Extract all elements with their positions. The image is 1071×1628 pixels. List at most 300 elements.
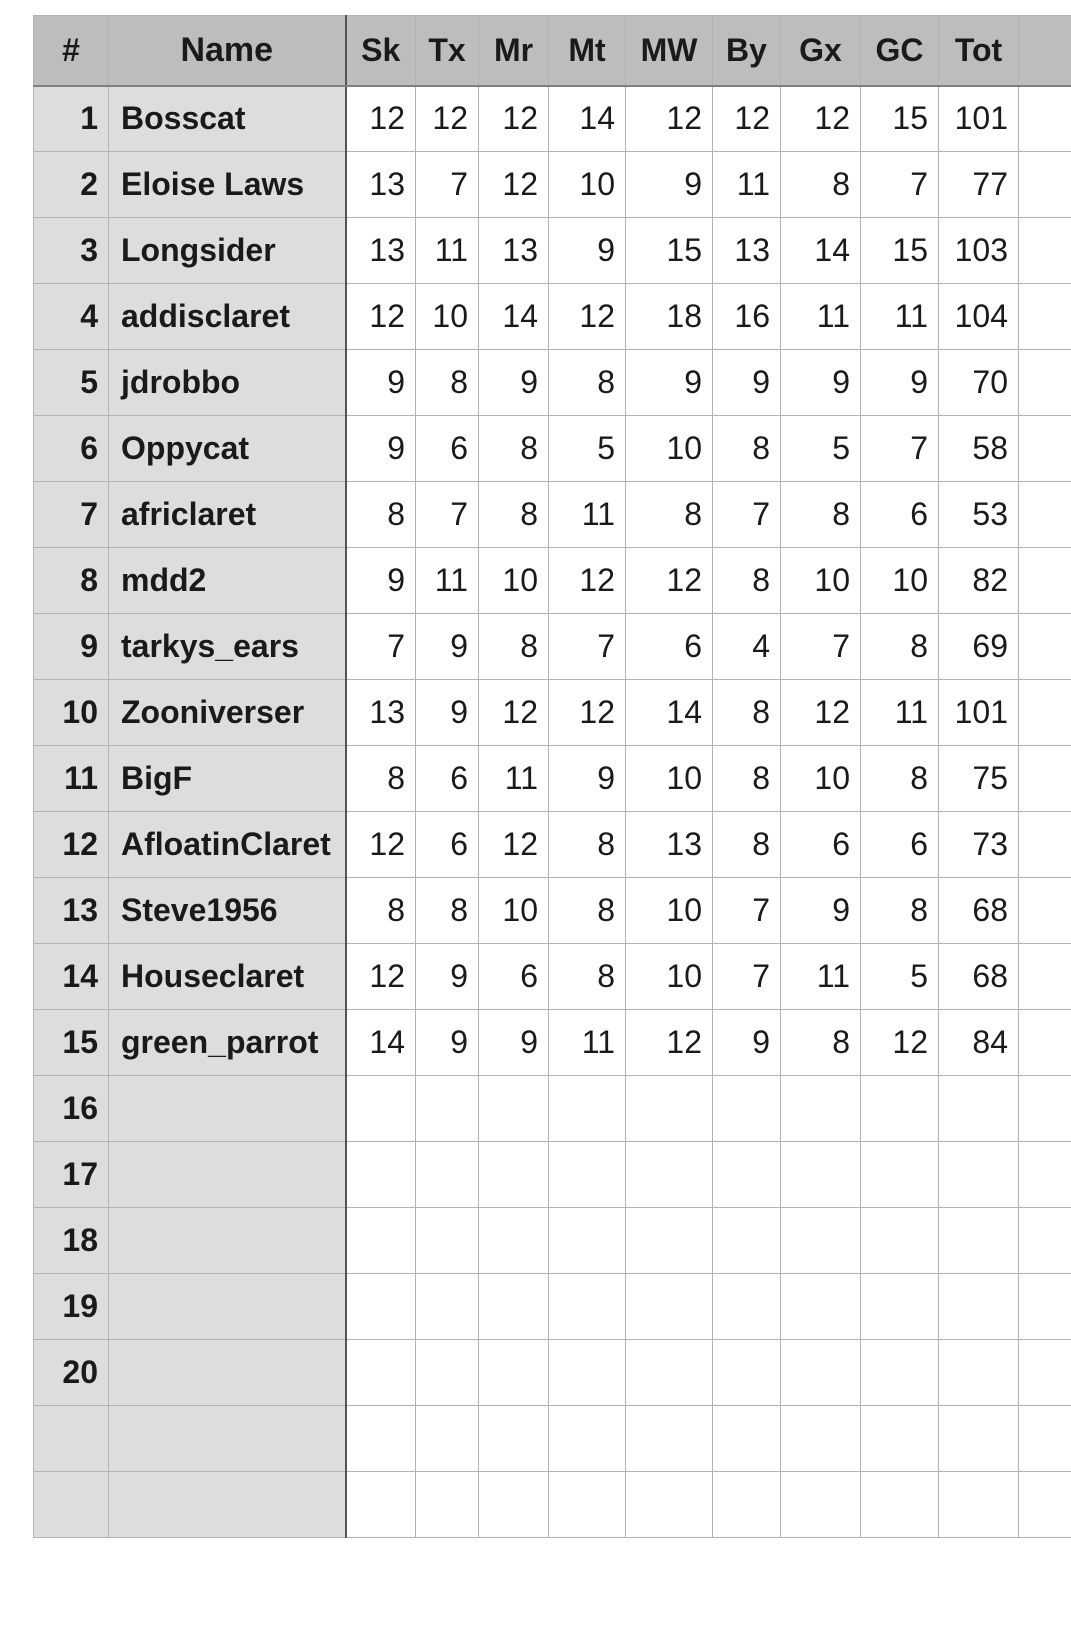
table-row [34, 1142, 1071, 1208]
score-cell[interactable] [861, 1472, 939, 1538]
score-cell[interactable] [479, 1142, 549, 1208]
total-cell[interactable] [939, 1340, 1019, 1406]
table-row [34, 86, 1071, 152]
score-cell[interactable]: 4 [713, 614, 781, 680]
score-cell[interactable]: 10 [549, 152, 626, 218]
player-name-cell[interactable]: addisclaret [109, 284, 346, 350]
score-cell[interactable]: 6 [861, 482, 939, 548]
score-cell[interactable] [781, 1076, 861, 1142]
score-cell[interactable]: 12 [346, 284, 416, 350]
row-number[interactable]: 11 [34, 746, 109, 812]
score-cell[interactable]: 11 [781, 944, 861, 1010]
score-cell[interactable]: 14 [479, 284, 549, 350]
total-cell[interactable]: 68 [939, 878, 1019, 944]
player-name-cell[interactable]: Oppycat [109, 416, 346, 482]
player-name-cell[interactable]: africlaret [109, 482, 346, 548]
score-cell[interactable]: 11 [713, 152, 781, 218]
score-cell[interactable]: 8 [626, 482, 713, 548]
row-number[interactable]: 6 [34, 416, 109, 482]
empty-cell[interactable] [1019, 1340, 1071, 1406]
total-cell[interactable] [939, 1208, 1019, 1274]
total-cell[interactable]: 101 [939, 86, 1019, 152]
score-cell[interactable] [479, 1472, 549, 1538]
column-header[interactable]: Tot [939, 16, 1019, 86]
score-cell[interactable]: 11 [416, 218, 479, 284]
player-name-cell[interactable]: Zooniverser [109, 680, 346, 746]
score-cell[interactable]: 10 [781, 746, 861, 812]
score-cell[interactable]: 8 [713, 812, 781, 878]
score-cell[interactable]: 12 [479, 812, 549, 878]
score-cell[interactable]: 12 [549, 680, 626, 746]
score-cell[interactable]: 8 [781, 482, 861, 548]
score-cell[interactable]: 10 [416, 284, 479, 350]
empty-cell[interactable] [1019, 746, 1071, 812]
score-cell[interactable]: 13 [713, 218, 781, 284]
score-cell[interactable]: 11 [416, 548, 479, 614]
score-cell[interactable]: 9 [781, 878, 861, 944]
score-cell[interactable]: 8 [549, 878, 626, 944]
score-cell[interactable]: 9 [626, 350, 713, 416]
score-cell[interactable] [346, 1472, 416, 1538]
player-name-cell[interactable] [109, 1472, 346, 1538]
empty-cell[interactable] [1019, 680, 1071, 746]
score-cell[interactable]: 6 [781, 812, 861, 878]
score-cell[interactable] [861, 1274, 939, 1340]
score-cell[interactable]: 12 [626, 86, 713, 152]
score-cell[interactable] [416, 1472, 479, 1538]
empty-cell[interactable] [1019, 1274, 1071, 1340]
player-name-cell[interactable] [109, 1274, 346, 1340]
row-number[interactable]: 17 [34, 1142, 109, 1208]
score-cell[interactable]: 7 [713, 482, 781, 548]
score-cell[interactable]: 6 [416, 812, 479, 878]
row-number[interactable]: 8 [34, 548, 109, 614]
score-cell[interactable]: 7 [861, 152, 939, 218]
row-number[interactable]: 20 [34, 1340, 109, 1406]
score-cell[interactable]: 7 [861, 416, 939, 482]
total-cell[interactable]: 75 [939, 746, 1019, 812]
player-name-cell[interactable]: tarkys_ears [109, 614, 346, 680]
empty-cell[interactable] [1019, 1208, 1071, 1274]
table-row [34, 944, 1071, 1010]
player-name-cell[interactable] [109, 1406, 346, 1472]
table-row [34, 284, 1071, 350]
score-cell[interactable] [626, 1472, 713, 1538]
score-cell[interactable]: 8 [713, 746, 781, 812]
row-number[interactable]: 7 [34, 482, 109, 548]
row-number[interactable] [34, 1472, 109, 1538]
table-row [34, 1406, 1071, 1472]
total-cell[interactable] [939, 1274, 1019, 1340]
score-cell[interactable]: 12 [626, 1010, 713, 1076]
player-name-cell[interactable]: Bosscat [109, 86, 346, 152]
score-cell[interactable]: 9 [416, 1010, 479, 1076]
score-cell[interactable] [479, 1274, 549, 1340]
score-cell[interactable]: 10 [626, 944, 713, 1010]
total-cell[interactable]: 73 [939, 812, 1019, 878]
score-cell[interactable]: 8 [549, 350, 626, 416]
score-cell[interactable]: 8 [346, 482, 416, 548]
table-row [34, 1076, 1071, 1142]
score-cell[interactable] [626, 1076, 713, 1142]
column-header[interactable]: Tx [416, 16, 479, 86]
score-cell[interactable] [479, 1208, 549, 1274]
empty-cell[interactable] [1019, 944, 1071, 1010]
score-cell[interactable] [549, 1340, 626, 1406]
score-cell[interactable] [861, 1208, 939, 1274]
score-cell[interactable] [549, 1274, 626, 1340]
total-cell[interactable] [939, 1076, 1019, 1142]
table-row [34, 416, 1071, 482]
column-header[interactable]: Mt [549, 16, 626, 86]
empty-cell[interactable] [1019, 482, 1071, 548]
row-number[interactable]: 3 [34, 218, 109, 284]
score-cell[interactable]: 15 [861, 86, 939, 152]
score-cell[interactable]: 7 [416, 482, 479, 548]
score-cell[interactable] [626, 1340, 713, 1406]
score-cell[interactable]: 7 [713, 878, 781, 944]
column-header[interactable]: MW [626, 16, 713, 86]
score-cell[interactable]: 8 [416, 350, 479, 416]
score-cell[interactable] [346, 1406, 416, 1472]
empty-cell[interactable] [1019, 284, 1071, 350]
empty-cell[interactable] [1019, 878, 1071, 944]
score-cell[interactable] [861, 1076, 939, 1142]
player-name-cell[interactable]: mdd2 [109, 548, 346, 614]
spreadsheet [33, 15, 1071, 1555]
player-name-cell[interactable] [109, 1076, 346, 1142]
score-cell[interactable] [346, 1274, 416, 1340]
row-number[interactable]: 10 [34, 680, 109, 746]
score-cell[interactable]: 8 [346, 746, 416, 812]
player-name-cell[interactable]: Eloise Laws [109, 152, 346, 218]
score-cell[interactable]: 9 [713, 1010, 781, 1076]
player-name-cell[interactable]: Longsider [109, 218, 346, 284]
total-cell[interactable]: 82 [939, 548, 1019, 614]
score-cell[interactable]: 8 [479, 482, 549, 548]
total-cell[interactable]: 104 [939, 284, 1019, 350]
score-cell[interactable]: 6 [861, 812, 939, 878]
score-cell[interactable]: 15 [861, 218, 939, 284]
total-cell[interactable]: 84 [939, 1010, 1019, 1076]
score-cell[interactable]: 6 [416, 746, 479, 812]
score-cell[interactable]: 12 [861, 1010, 939, 1076]
column-header[interactable] [1019, 16, 1071, 86]
player-name-cell[interactable]: BigF [109, 746, 346, 812]
score-cell[interactable] [346, 1142, 416, 1208]
score-cell[interactable]: 9 [549, 218, 626, 284]
table-row [34, 548, 1071, 614]
score-cell[interactable]: 9 [346, 548, 416, 614]
score-cell[interactable] [713, 1274, 781, 1340]
empty-cell[interactable] [1019, 86, 1071, 152]
table-row [34, 218, 1071, 284]
score-cell[interactable] [781, 1472, 861, 1538]
score-cell[interactable] [781, 1340, 861, 1406]
score-cell[interactable]: 9 [416, 680, 479, 746]
score-cell[interactable]: 8 [861, 614, 939, 680]
score-cell[interactable]: 16 [713, 284, 781, 350]
score-cell[interactable] [416, 1142, 479, 1208]
score-cell[interactable] [713, 1406, 781, 1472]
table-row [34, 350, 1071, 416]
score-cell[interactable]: 9 [479, 350, 549, 416]
total-cell[interactable] [939, 1142, 1019, 1208]
empty-cell[interactable] [1019, 1076, 1071, 1142]
score-cell[interactable] [346, 1076, 416, 1142]
score-cell[interactable]: 11 [479, 746, 549, 812]
score-cell[interactable] [861, 1406, 939, 1472]
score-cell[interactable]: 12 [626, 548, 713, 614]
empty-cell[interactable] [1019, 152, 1071, 218]
total-cell[interactable]: 58 [939, 416, 1019, 482]
score-cell[interactable]: 7 [713, 944, 781, 1010]
score-cell[interactable]: 12 [479, 152, 549, 218]
score-cell[interactable]: 6 [479, 944, 549, 1010]
score-cell[interactable]: 9 [549, 746, 626, 812]
score-cell[interactable]: 13 [346, 680, 416, 746]
score-cell[interactable]: 8 [861, 746, 939, 812]
score-cell[interactable]: 10 [479, 548, 549, 614]
score-cell[interactable] [479, 1340, 549, 1406]
score-cell[interactable]: 12 [549, 284, 626, 350]
column-header[interactable]: Gx [781, 16, 861, 86]
score-cell[interactable]: 14 [626, 680, 713, 746]
score-cell[interactable]: 6 [416, 416, 479, 482]
score-cell[interactable] [713, 1076, 781, 1142]
score-cell[interactable] [549, 1142, 626, 1208]
score-cell[interactable]: 7 [346, 614, 416, 680]
table-body [34, 86, 1071, 1538]
score-cell[interactable]: 8 [713, 680, 781, 746]
row-number[interactable]: 16 [34, 1076, 109, 1142]
score-cell[interactable]: 9 [416, 614, 479, 680]
score-cell[interactable]: 15 [626, 218, 713, 284]
score-cell[interactable]: 13 [346, 152, 416, 218]
score-cell[interactable]: 5 [549, 416, 626, 482]
score-cell[interactable]: 9 [479, 1010, 549, 1076]
score-cell[interactable]: 13 [479, 218, 549, 284]
score-cell[interactable] [626, 1142, 713, 1208]
score-cell[interactable]: 12 [346, 944, 416, 1010]
table-row [34, 1274, 1071, 1340]
row-number[interactable]: 9 [34, 614, 109, 680]
player-name-cell[interactable]: Steve1956 [109, 878, 346, 944]
score-cell[interactable]: 12 [479, 86, 549, 152]
total-cell[interactable]: 68 [939, 944, 1019, 1010]
empty-cell[interactable] [1019, 416, 1071, 482]
player-name-cell[interactable] [109, 1340, 346, 1406]
score-cell[interactable]: 7 [781, 614, 861, 680]
empty-cell[interactable] [1019, 1142, 1071, 1208]
row-number[interactable]: 1 [34, 86, 109, 152]
score-cell[interactable]: 14 [346, 1010, 416, 1076]
score-cell[interactable]: 6 [626, 614, 713, 680]
score-cell[interactable]: 11 [861, 680, 939, 746]
score-cell[interactable]: 12 [713, 86, 781, 152]
score-cell[interactable] [781, 1274, 861, 1340]
column-header[interactable]: Name [109, 16, 346, 86]
empty-cell[interactable] [1019, 1406, 1071, 1472]
player-name-cell[interactable] [109, 1142, 346, 1208]
row-number[interactable]: 2 [34, 152, 109, 218]
empty-cell[interactable] [1019, 350, 1071, 416]
player-name-cell[interactable]: green_parrot [109, 1010, 346, 1076]
score-cell[interactable]: 13 [346, 218, 416, 284]
score-cell[interactable] [416, 1406, 479, 1472]
score-cell[interactable]: 9 [861, 350, 939, 416]
table-row [34, 1208, 1071, 1274]
table-row [34, 812, 1071, 878]
score-cell[interactable]: 7 [549, 614, 626, 680]
score-cell[interactable] [479, 1076, 549, 1142]
score-cell[interactable] [346, 1208, 416, 1274]
score-cell[interactable]: 10 [861, 548, 939, 614]
score-cell[interactable]: 14 [549, 86, 626, 152]
row-number[interactable]: 15 [34, 1010, 109, 1076]
score-cell[interactable]: 8 [549, 812, 626, 878]
score-cell[interactable]: 9 [346, 416, 416, 482]
score-cell[interactable]: 9 [346, 350, 416, 416]
column-header[interactable]: Sk [346, 16, 416, 86]
score-cell[interactable]: 11 [781, 284, 861, 350]
score-cell[interactable] [549, 1406, 626, 1472]
score-cell[interactable]: 8 [713, 416, 781, 482]
column-header[interactable]: Mr [479, 16, 549, 86]
row-number[interactable]: 4 [34, 284, 109, 350]
empty-cell[interactable] [1019, 548, 1071, 614]
score-cell[interactable] [781, 1208, 861, 1274]
score-cell[interactable]: 11 [549, 1010, 626, 1076]
score-cell[interactable]: 9 [713, 350, 781, 416]
score-cell[interactable] [713, 1208, 781, 1274]
score-cell[interactable] [861, 1142, 939, 1208]
table-row [34, 482, 1071, 548]
column-header[interactable]: By [713, 16, 781, 86]
total-cell[interactable]: 53 [939, 482, 1019, 548]
total-cell[interactable]: 69 [939, 614, 1019, 680]
score-cell[interactable] [713, 1142, 781, 1208]
score-cell[interactable]: 8 [549, 944, 626, 1010]
score-cell[interactable] [626, 1274, 713, 1340]
total-cell[interactable]: 101 [939, 680, 1019, 746]
total-cell[interactable]: 70 [939, 350, 1019, 416]
score-cell[interactable]: 11 [549, 482, 626, 548]
score-cell[interactable] [713, 1472, 781, 1538]
score-cell[interactable] [781, 1142, 861, 1208]
score-cell[interactable]: 9 [626, 152, 713, 218]
score-cell[interactable]: 14 [781, 218, 861, 284]
score-cell[interactable]: 10 [626, 416, 713, 482]
score-cell[interactable]: 12 [781, 680, 861, 746]
score-cell[interactable] [861, 1340, 939, 1406]
score-cell[interactable]: 12 [346, 86, 416, 152]
score-cell[interactable]: 13 [626, 812, 713, 878]
empty-cell[interactable] [1019, 1010, 1071, 1076]
player-name-cell[interactable]: jdrobbo [109, 350, 346, 416]
row-number[interactable]: 19 [34, 1274, 109, 1340]
score-cell[interactable] [781, 1406, 861, 1472]
score-cell[interactable]: 12 [781, 86, 861, 152]
score-cell[interactable] [416, 1076, 479, 1142]
score-cell[interactable]: 12 [479, 680, 549, 746]
score-cell[interactable]: 8 [861, 878, 939, 944]
table-row [34, 152, 1071, 218]
score-cell[interactable] [416, 1208, 479, 1274]
score-cell[interactable]: 8 [416, 878, 479, 944]
empty-cell[interactable] [1019, 614, 1071, 680]
total-cell[interactable] [939, 1472, 1019, 1538]
column-header[interactable]: # [34, 16, 109, 86]
total-cell[interactable] [939, 1406, 1019, 1472]
score-cell[interactable]: 8 [346, 878, 416, 944]
empty-cell[interactable] [1019, 812, 1071, 878]
row-number[interactable]: 14 [34, 944, 109, 1010]
score-table [33, 15, 1071, 1538]
score-cell[interactable]: 8 [479, 614, 549, 680]
row-number[interactable]: 5 [34, 350, 109, 416]
score-cell[interactable] [549, 1076, 626, 1142]
header-row [34, 16, 1071, 86]
player-name-cell[interactable] [109, 1208, 346, 1274]
score-cell[interactable] [416, 1274, 479, 1340]
score-cell[interactable]: 9 [781, 350, 861, 416]
score-cell[interactable]: 7 [416, 152, 479, 218]
score-cell[interactable]: 10 [781, 548, 861, 614]
score-cell[interactable] [549, 1208, 626, 1274]
empty-cell[interactable] [1019, 218, 1071, 284]
score-cell[interactable] [346, 1340, 416, 1406]
score-cell[interactable]: 8 [781, 152, 861, 218]
score-cell[interactable]: 5 [861, 944, 939, 1010]
total-cell[interactable]: 77 [939, 152, 1019, 218]
score-cell[interactable]: 12 [549, 548, 626, 614]
score-cell[interactable]: 10 [626, 746, 713, 812]
table-row [34, 1340, 1071, 1406]
player-name-cell[interactable]: AfloatinClaret [109, 812, 346, 878]
score-cell[interactable]: 9 [416, 944, 479, 1010]
column-header[interactable]: GC [861, 16, 939, 86]
table-row [34, 614, 1071, 680]
score-cell[interactable]: 12 [416, 86, 479, 152]
table-row [34, 1472, 1071, 1538]
score-cell[interactable]: 5 [781, 416, 861, 482]
total-cell[interactable]: 103 [939, 218, 1019, 284]
empty-cell[interactable] [1019, 1472, 1071, 1538]
score-cell[interactable] [626, 1406, 713, 1472]
score-cell[interactable]: 8 [479, 416, 549, 482]
score-cell[interactable] [416, 1340, 479, 1406]
player-name-cell[interactable]: Houseclaret [109, 944, 346, 1010]
row-number[interactable]: 13 [34, 878, 109, 944]
score-cell[interactable]: 8 [781, 1010, 861, 1076]
score-cell[interactable]: 18 [626, 284, 713, 350]
score-cell[interactable] [479, 1406, 549, 1472]
row-number[interactable] [34, 1406, 109, 1472]
score-cell[interactable]: 10 [479, 878, 549, 944]
row-number[interactable]: 18 [34, 1208, 109, 1274]
table-row [34, 878, 1071, 944]
score-cell[interactable] [713, 1340, 781, 1406]
table-row [34, 680, 1071, 746]
score-cell[interactable] [549, 1472, 626, 1538]
score-cell[interactable]: 11 [861, 284, 939, 350]
score-cell[interactable]: 12 [346, 812, 416, 878]
score-cell[interactable]: 10 [626, 878, 713, 944]
row-number[interactable]: 12 [34, 812, 109, 878]
score-cell[interactable]: 8 [713, 548, 781, 614]
score-cell[interactable] [626, 1208, 713, 1274]
